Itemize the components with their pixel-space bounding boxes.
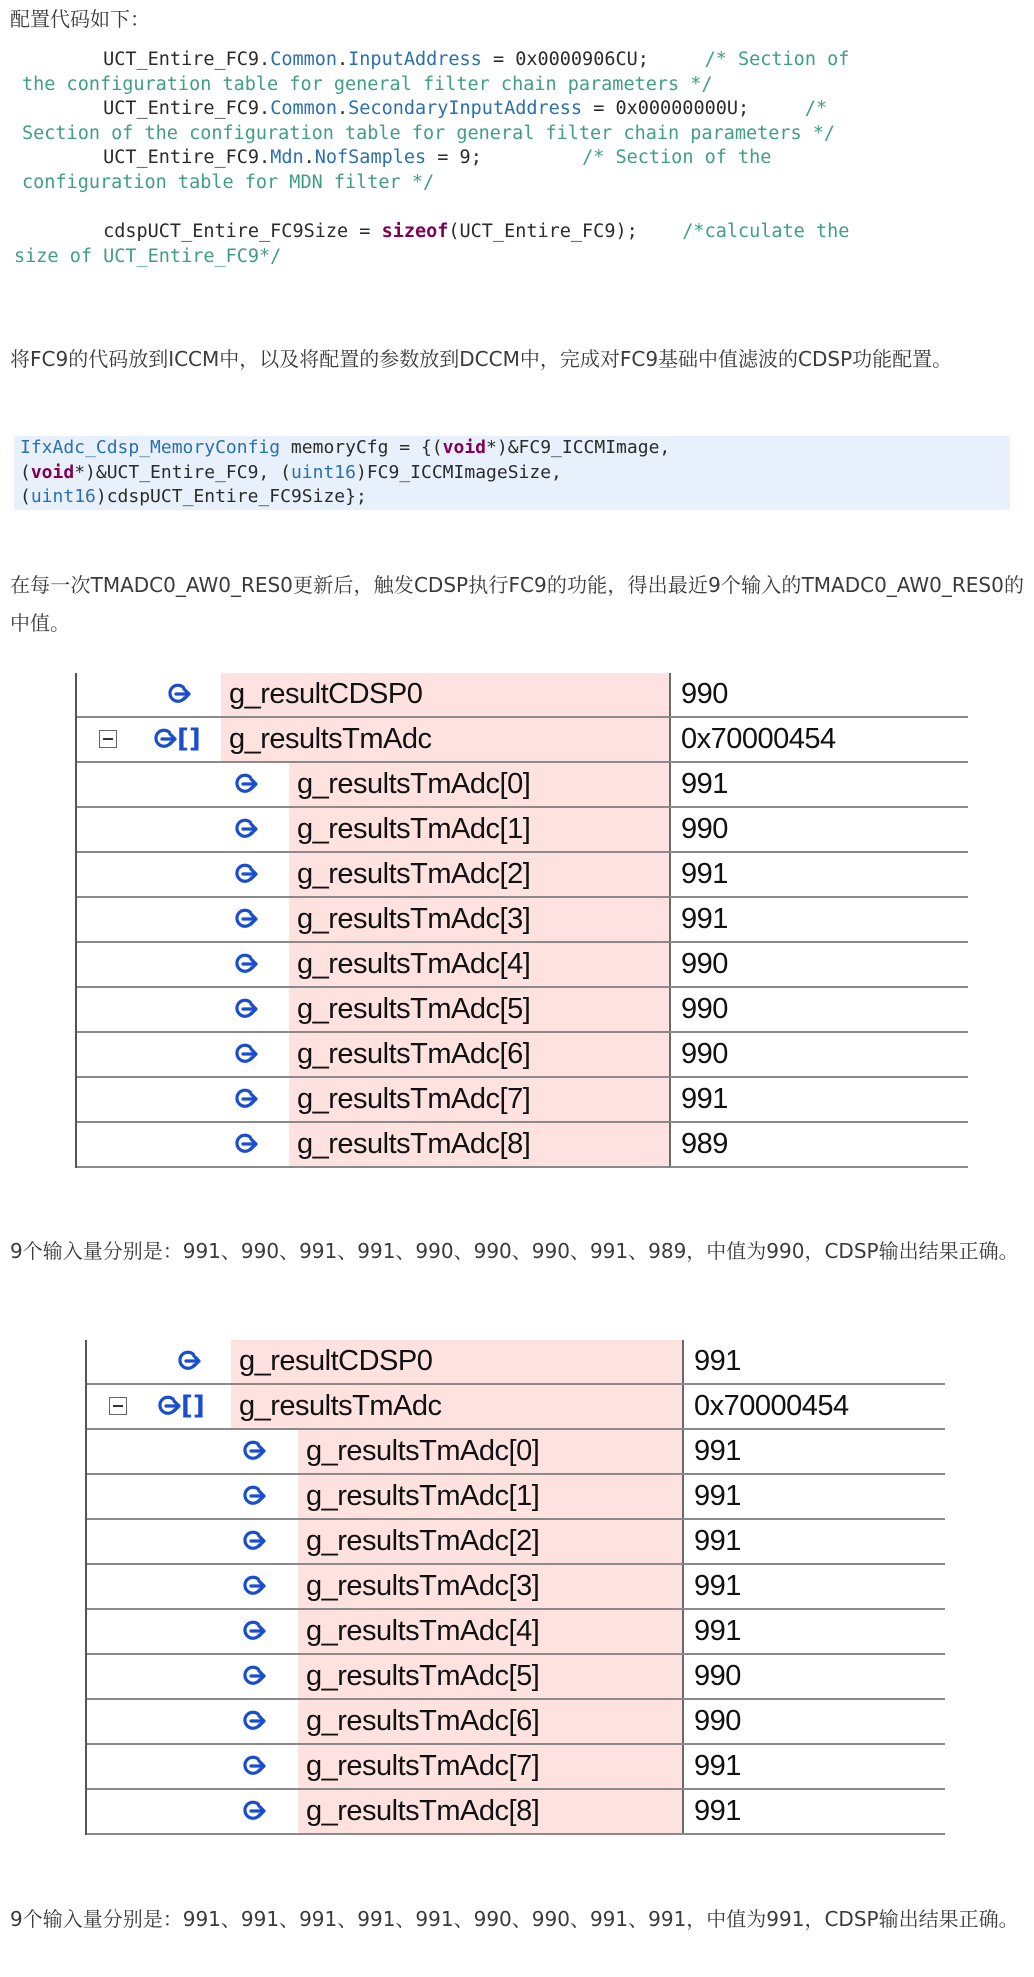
- iccm-description: 将FC9的代码放到ICCM中，以及将配置的参数放到DCCM中，完成对FC9基础中值滤波的CDSP功能配置。: [10, 347, 953, 371]
- watch-variable-name: g_resultsTmAdc[2]: [306, 1525, 540, 1557]
- watch-arrow-icon: [232, 1041, 258, 1067]
- watch-row-element[interactable]: [77, 1078, 968, 1123]
- watch-variable-value: 991: [694, 1525, 741, 1557]
- watch-arrow-icon: [232, 906, 258, 932]
- code-line: UCT_Entire_FC9.Mdn.NofSamples = 9; /* Section of the: [14, 147, 772, 169]
- watch-variable-value: 991: [681, 1083, 728, 1115]
- watch-row-element[interactable]: [77, 853, 968, 898]
- result-summary-1: 9个输入量分别是：991、990、991、991、990、990、990、991、989，中值为990，CDSP输出结果正确。: [10, 1239, 1019, 1263]
- watch-variable-name: g_resultsTmAdc[7]: [297, 1083, 531, 1115]
- watch-variable-name: g_resultCDSP0: [239, 1345, 433, 1377]
- watch-arrow-icon: [240, 1618, 266, 1644]
- watch-variable-value: 990: [681, 948, 728, 980]
- watch-variable-name: g_resultsTmAdc[0]: [297, 768, 531, 800]
- watch-arrow-icon: [240, 1438, 266, 1464]
- watch-variable-name: g_resultCDSP0: [229, 678, 423, 710]
- watch-arrow-icon: [232, 1131, 258, 1157]
- watch-arrow-icon: [240, 1753, 266, 1779]
- watch-variable-value: 991: [694, 1615, 741, 1647]
- watch-arrow-icon: [232, 816, 258, 842]
- watch-variable-value: 991: [681, 768, 728, 800]
- code-line: configuration table for MDN filter */: [22, 171, 435, 193]
- intro-text: 配置代码如下：: [10, 7, 150, 31]
- watch-variable-value: 989: [681, 1128, 728, 1160]
- watch-arrow-icon: [232, 1086, 258, 1112]
- watch-row-element[interactable]: [77, 1033, 968, 1078]
- config-code-block: [14, 48, 1024, 269]
- watch-variable-name: g_resultsTmAdc: [229, 723, 432, 755]
- watch-row-element[interactable]: [87, 1565, 945, 1610]
- watch-arrow-icon: [240, 1708, 266, 1734]
- watch-variable-value: 991: [681, 903, 728, 935]
- watch-variable-name: g_resultsTmAdc[2]: [297, 858, 531, 890]
- watch-arrow-icon: [232, 771, 258, 797]
- watch-variable-name: g_resultsTmAdc: [239, 1390, 442, 1422]
- watch-variable-name: g_resultsTmAdc[5]: [297, 993, 531, 1025]
- watch-row-element[interactable]: [77, 988, 968, 1033]
- watch-variable-value: 991: [694, 1570, 741, 1602]
- watch-variable-name: g_resultsTmAdc[3]: [297, 903, 531, 935]
- watch-row-array[interactable]: [87, 1385, 945, 1430]
- watch-arrow-icon: [232, 996, 258, 1022]
- watch-row-element[interactable]: [87, 1430, 945, 1475]
- watch-row-element[interactable]: [87, 1745, 945, 1790]
- watch-row-element[interactable]: [87, 1520, 945, 1565]
- trigger-description: 在每一次TMADC0_AW0_RES0更新后，触发CDSP执行FC9的功能，得出最近9个输入的TMADC0_AW0_RES0的 中值。: [10, 573, 1031, 635]
- watch-variable-name: g_resultsTmAdc[0]: [306, 1435, 540, 1467]
- watch-arrow-icon: [151, 726, 177, 752]
- watch-variable-value: 991: [694, 1795, 741, 1827]
- watch-arrow-icon: [240, 1663, 266, 1689]
- watch-row-element[interactable]: [77, 1123, 968, 1168]
- watch-variable-value: 990: [681, 993, 728, 1025]
- watch-arrow-icon: [240, 1798, 266, 1824]
- watch-row-element[interactable]: [87, 1655, 945, 1700]
- watch-row-element[interactable]: [77, 763, 968, 808]
- watch-variable-value: 991: [694, 1435, 741, 1467]
- watch-variable-value: 990: [694, 1705, 741, 1737]
- watch-arrow-icon: [240, 1528, 266, 1554]
- watch-variable-value: 990: [681, 813, 728, 845]
- watch-arrow-icon: [240, 1573, 266, 1599]
- collapse-minus-icon[interactable]: [99, 730, 117, 748]
- watch-variable-name: g_resultsTmAdc[8]: [306, 1795, 540, 1827]
- code-line: the configuration table for general filter chain parameters */: [22, 73, 713, 95]
- watch-variable-value: 990: [681, 678, 728, 710]
- watch-arrow-icon: [175, 1348, 201, 1374]
- watch-row-result[interactable]: [87, 1340, 945, 1385]
- watch-variable-name: g_resultsTmAdc[6]: [297, 1038, 531, 1070]
- watch-variable-name: g_resultsTmAdc[4]: [306, 1615, 540, 1647]
- watch-variable-value: 991: [681, 858, 728, 890]
- code-line: UCT_Entire_FC9.Common.SecondaryInputAddress = 0x00000000U; /*: [14, 98, 828, 120]
- watch-variable-value: 991: [694, 1750, 741, 1782]
- watch-variable-name: g_resultsTmAdc[8]: [297, 1128, 531, 1160]
- watch-row-element[interactable]: [87, 1790, 945, 1835]
- collapse-minus-icon[interactable]: [109, 1397, 127, 1415]
- watch-array-icon: []: [177, 724, 201, 754]
- watch-row-element[interactable]: [77, 808, 968, 853]
- code-line: cdspUCT_Entire_FC9Size = sizeof(UCT_Entire_FC9); /*calculate the: [14, 221, 850, 243]
- watch-row-result[interactable]: [77, 673, 968, 718]
- watch-arrow-icon: [155, 1393, 181, 1419]
- memory-config-code: IfxAdc_Cdsp_MemoryConfig memoryCfg = {(void*)&FC9_ICCMImage, (void*)&UCT_Entire_FC9, (uint16)FC9_ICCMImageSize, (uint16)cdspUCT_Entire_FC9Size};: [14, 436, 1010, 510]
- watch-arrow-icon: [232, 951, 258, 977]
- watch-array-icon: []: [181, 1391, 205, 1421]
- watch-row-element[interactable]: [77, 898, 968, 943]
- watch-variable-name: g_resultsTmAdc[6]: [306, 1705, 540, 1737]
- watch-variable-value: 990: [681, 1038, 728, 1070]
- watch-row-element[interactable]: [87, 1475, 945, 1520]
- watch-variable-value: 991: [694, 1480, 741, 1512]
- watch-variable-name: g_resultsTmAdc[1]: [297, 813, 531, 845]
- watch-row-array[interactable]: [77, 718, 968, 763]
- watch-row-element[interactable]: [87, 1700, 945, 1745]
- watch-arrow-icon: [232, 861, 258, 887]
- watch-variable-name: g_resultsTmAdc[7]: [306, 1750, 540, 1782]
- watch-variable-name: g_resultsTmAdc[4]: [297, 948, 531, 980]
- watch-row-element[interactable]: [87, 1610, 945, 1655]
- watch-table-1: [75, 673, 968, 1168]
- watch-arrow-icon: [165, 681, 191, 707]
- code-line: UCT_Entire_FC9.Common.InputAddress = 0x0000906CU; /* Section of: [14, 49, 850, 70]
- watch-variable-name: g_resultsTmAdc[1]: [306, 1480, 540, 1512]
- watch-variable-value: 0x70000454: [694, 1390, 849, 1422]
- watch-variable-value: 0x70000454: [681, 723, 836, 755]
- watch-variable-name: g_resultsTmAdc[3]: [306, 1570, 540, 1602]
- watch-variable-name: g_resultsTmAdc[5]: [306, 1660, 540, 1692]
- watch-variable-value: 990: [694, 1660, 741, 1692]
- watch-arrow-icon: [240, 1483, 266, 1509]
- watch-variable-value: 991: [694, 1345, 741, 1377]
- result-summary-2: 9个输入量分别是：991、991、991、991、991、990、990、991、991，中值为991，CDSP输出结果正确。: [10, 1907, 1019, 1931]
- code-line: size of UCT_Entire_FC9*/: [14, 245, 282, 267]
- watch-table-2: [85, 1340, 945, 1835]
- code-line: Section of the configuration table for general filter chain parameters */: [22, 122, 836, 144]
- watch-row-element[interactable]: [77, 943, 968, 988]
